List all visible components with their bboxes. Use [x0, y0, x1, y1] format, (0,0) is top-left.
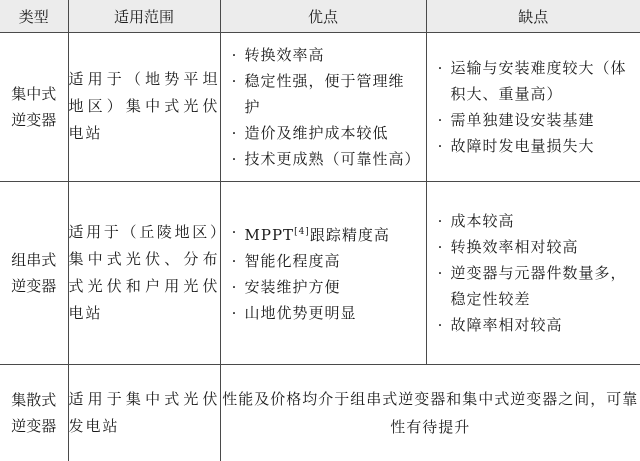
cons-item: [435, 234, 635, 260]
type-cell: [0, 181, 68, 365]
table-row: [0, 181, 640, 365]
header-type: 类型: [0, 0, 68, 33]
bullet-icon: ·: [231, 304, 238, 323]
pros-text: 转换效率高: [244, 45, 325, 64]
bullet-icon: ·: [437, 263, 444, 282]
bullet-icon: ·: [231, 149, 238, 168]
bullet-icon: ·: [437, 315, 444, 334]
merged-pros-cons-cell: 性能及价格均介于组串式逆变器和集中式逆变器之间，可靠性有待提升: [220, 365, 640, 461]
scope-cell: 适用于集中式光伏发电站: [68, 365, 220, 461]
pros-text: 技术更成熟（可靠性高）: [244, 149, 421, 168]
pros-text: 造价及维护成本较低: [244, 123, 389, 142]
pros-text: 智能化程度高: [244, 252, 341, 271]
cons-item: [435, 55, 635, 107]
type-label: 集散式: [11, 391, 57, 410]
cons-item: [435, 208, 635, 234]
cons-item: [435, 107, 635, 133]
type-label: 逆变器: [11, 417, 57, 436]
bullet-icon: ·: [437, 211, 444, 230]
bullet-icon: ·: [437, 110, 444, 129]
table-row: [0, 365, 640, 461]
type-cell: [0, 33, 68, 182]
type-label: 集中式: [11, 84, 57, 103]
bullet-icon: ·: [231, 45, 238, 64]
pros-item: [229, 146, 420, 172]
type-label: 组串式: [11, 250, 57, 269]
bullet-icon: ·: [231, 278, 238, 297]
bullet-icon: ·: [437, 58, 444, 77]
pros-item: [229, 42, 420, 68]
scope-cell: 适用于（丘陵地区）集中式光伏、分布式光伏和户用光伏电站: [68, 181, 220, 365]
pros-item: [229, 68, 420, 120]
pros-cell: [220, 33, 426, 182]
cons-item: [435, 133, 635, 159]
cons-text: 转换效率相对较高: [450, 237, 579, 256]
bullet-icon: ·: [437, 136, 444, 155]
pros-text: 稳定性强，便于管理维护: [244, 71, 405, 116]
pros-item: [229, 274, 420, 300]
cons-text: 故障率相对较高: [450, 315, 563, 334]
bullet-icon: ·: [231, 123, 238, 142]
header-cons: 缺点: [426, 0, 640, 33]
scope-cell: 适用于（地势平坦地区）集中式光伏电站: [68, 33, 220, 182]
cons-text: 故障时发电量损失大: [450, 136, 595, 155]
header-row: [0, 0, 640, 33]
bullet-icon: ·: [437, 237, 444, 256]
cons-cell: [426, 181, 640, 365]
type-label: 逆变器: [11, 276, 57, 295]
pros-item: [229, 219, 420, 248]
header-scope: 适用范围: [68, 0, 220, 33]
pros-text: 跟踪精度高: [309, 226, 390, 245]
type-cell: [0, 365, 68, 461]
cons-text: 运输与安装难度较大（体积大、重量高）: [450, 58, 627, 103]
cons-item: [435, 260, 635, 312]
bullet-icon: ·: [231, 252, 238, 271]
cons-text: 成本较高: [450, 211, 515, 230]
cons-item: [435, 312, 635, 338]
pros-item: [229, 248, 420, 274]
pros-text: 安装维护方便: [244, 278, 341, 297]
citation-ref: [4]: [294, 227, 310, 238]
type-label: 逆变器: [11, 110, 57, 129]
cons-text: 逆变器与元器件数量多，稳定性较差: [450, 263, 627, 308]
cons-cell: [426, 33, 640, 182]
pros-item: [229, 120, 420, 146]
cons-text: 需单独建设安装基建: [450, 110, 595, 129]
table-row: [0, 33, 640, 182]
pros-text: 山地优势更明显: [244, 304, 357, 323]
bullet-icon: ·: [231, 223, 238, 242]
bullet-icon: ·: [231, 71, 238, 90]
pros-mppt: MPPT: [244, 226, 295, 245]
pros-item: [229, 300, 420, 326]
pros-cell: [220, 181, 426, 365]
header-pros: 优点: [220, 0, 426, 33]
